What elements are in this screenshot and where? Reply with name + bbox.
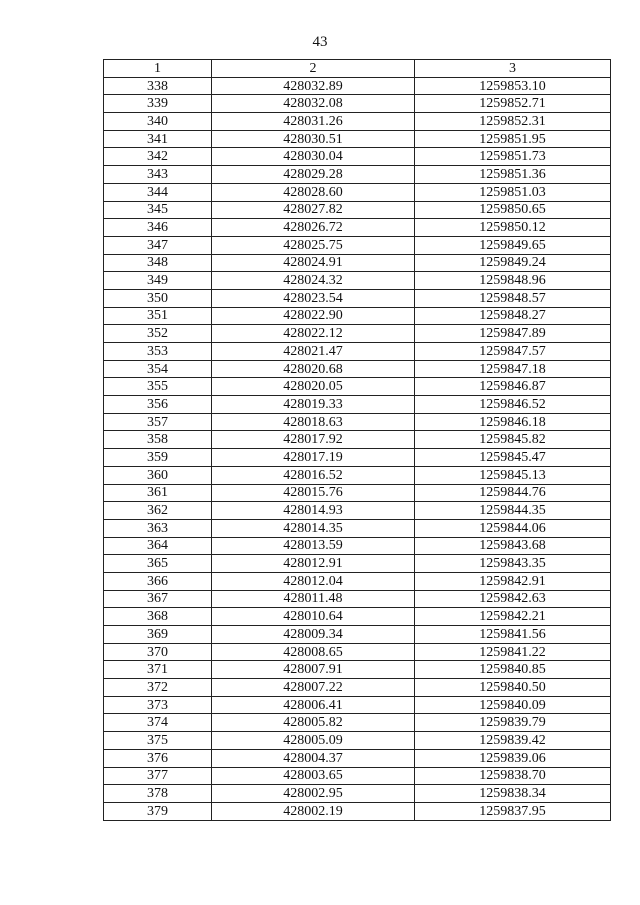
point-number-cell: 339 bbox=[104, 95, 212, 113]
y-coordinate-cell: 1259843.68 bbox=[415, 537, 611, 555]
x-coordinate-cell: 428022.12 bbox=[212, 325, 415, 343]
table-row bbox=[104, 272, 611, 290]
x-coordinate-cell: 428007.22 bbox=[212, 679, 415, 697]
x-coordinate-cell: 428017.19 bbox=[212, 449, 415, 467]
point-number-cell: 368 bbox=[104, 608, 212, 626]
y-coordinate-cell: 1259850.65 bbox=[415, 201, 611, 219]
x-coordinate-cell: 428023.54 bbox=[212, 289, 415, 307]
point-number-cell: 366 bbox=[104, 572, 212, 590]
point-number-cell: 350 bbox=[104, 289, 212, 307]
y-coordinate-cell: 1259839.79 bbox=[415, 714, 611, 732]
table-row bbox=[104, 484, 611, 502]
y-coordinate-cell: 1259840.50 bbox=[415, 679, 611, 697]
y-coordinate-cell: 1259847.89 bbox=[415, 325, 611, 343]
point-number-cell: 370 bbox=[104, 643, 212, 661]
point-number-cell: 344 bbox=[104, 183, 212, 201]
x-coordinate-cell: 428020.05 bbox=[212, 378, 415, 396]
point-number-cell: 354 bbox=[104, 360, 212, 378]
table-row bbox=[104, 325, 611, 343]
point-number-cell: 378 bbox=[104, 785, 212, 803]
table-row bbox=[104, 519, 611, 537]
y-coordinate-cell: 1259847.57 bbox=[415, 343, 611, 361]
y-coordinate-cell: 1259838.70 bbox=[415, 767, 611, 785]
x-coordinate-cell: 428029.28 bbox=[212, 166, 415, 184]
table-row bbox=[104, 378, 611, 396]
point-number-cell: 360 bbox=[104, 466, 212, 484]
table-row bbox=[104, 572, 611, 590]
y-coordinate-cell: 1259841.56 bbox=[415, 626, 611, 644]
x-coordinate-cell: 428010.64 bbox=[212, 608, 415, 626]
table-row bbox=[104, 254, 611, 272]
point-number-cell: 342 bbox=[104, 148, 212, 166]
point-number-cell: 377 bbox=[104, 767, 212, 785]
point-number-cell: 347 bbox=[104, 236, 212, 254]
table-row bbox=[104, 679, 611, 697]
point-number-cell: 371 bbox=[104, 661, 212, 679]
table-row bbox=[104, 289, 611, 307]
point-number-cell: 348 bbox=[104, 254, 212, 272]
y-coordinate-cell: 1259839.42 bbox=[415, 732, 611, 750]
point-number-cell: 362 bbox=[104, 502, 212, 520]
y-coordinate-cell: 1259848.27 bbox=[415, 307, 611, 325]
y-coordinate-cell: 1259838.34 bbox=[415, 785, 611, 803]
x-coordinate-cell: 428025.75 bbox=[212, 236, 415, 254]
x-coordinate-cell: 428007.91 bbox=[212, 661, 415, 679]
x-coordinate-cell: 428032.89 bbox=[212, 77, 415, 95]
x-coordinate-cell: 428018.63 bbox=[212, 413, 415, 431]
table-row bbox=[104, 696, 611, 714]
table-row bbox=[104, 183, 611, 201]
point-number-cell: 352 bbox=[104, 325, 212, 343]
y-coordinate-cell: 1259842.91 bbox=[415, 572, 611, 590]
x-coordinate-cell: 428004.37 bbox=[212, 749, 415, 767]
point-number-cell: 367 bbox=[104, 590, 212, 608]
x-coordinate-cell: 428026.72 bbox=[212, 219, 415, 237]
x-coordinate-cell: 428024.91 bbox=[212, 254, 415, 272]
y-coordinate-cell: 1259839.06 bbox=[415, 749, 611, 767]
table-row bbox=[104, 219, 611, 237]
x-coordinate-cell: 428005.09 bbox=[212, 732, 415, 750]
y-coordinate-cell: 1259851.95 bbox=[415, 130, 611, 148]
x-coordinate-cell: 428006.41 bbox=[212, 696, 415, 714]
page-number: 43 bbox=[312, 34, 328, 50]
table-row bbox=[104, 449, 611, 467]
point-number-cell: 364 bbox=[104, 537, 212, 555]
point-number-cell: 343 bbox=[104, 166, 212, 184]
point-number-cell: 359 bbox=[104, 449, 212, 467]
y-coordinate-cell: 1259842.21 bbox=[415, 608, 611, 626]
y-coordinate-cell: 1259851.73 bbox=[415, 148, 611, 166]
table-row bbox=[104, 130, 611, 148]
y-coordinate-cell: 1259844.35 bbox=[415, 502, 611, 520]
y-coordinate-cell: 1259844.06 bbox=[415, 519, 611, 537]
table-row bbox=[104, 307, 611, 325]
table-row bbox=[104, 608, 611, 626]
x-coordinate-cell: 428009.34 bbox=[212, 626, 415, 644]
point-number-cell: 361 bbox=[104, 484, 212, 502]
y-coordinate-cell: 1259848.57 bbox=[415, 289, 611, 307]
table-row bbox=[104, 413, 611, 431]
y-coordinate-cell: 1259852.71 bbox=[415, 95, 611, 113]
x-coordinate-cell: 428002.95 bbox=[212, 785, 415, 803]
point-number-cell: 365 bbox=[104, 555, 212, 573]
y-coordinate-cell: 1259851.36 bbox=[415, 166, 611, 184]
header-col-2: 2 bbox=[212, 60, 415, 78]
y-coordinate-cell: 1259846.52 bbox=[415, 396, 611, 414]
x-coordinate-cell: 428012.91 bbox=[212, 555, 415, 573]
table-row bbox=[104, 555, 611, 573]
y-coordinate-cell: 1259849.65 bbox=[415, 236, 611, 254]
table-body bbox=[104, 77, 611, 820]
x-coordinate-cell: 428030.51 bbox=[212, 130, 415, 148]
table-row bbox=[104, 431, 611, 449]
table-row bbox=[104, 148, 611, 166]
point-number-cell: 373 bbox=[104, 696, 212, 714]
x-coordinate-cell: 428022.90 bbox=[212, 307, 415, 325]
table-row bbox=[104, 77, 611, 95]
table-row bbox=[104, 785, 611, 803]
y-coordinate-cell: 1259848.96 bbox=[415, 272, 611, 290]
coordinates-table bbox=[103, 59, 611, 821]
x-coordinate-cell: 428021.47 bbox=[212, 343, 415, 361]
y-coordinate-cell: 1259844.76 bbox=[415, 484, 611, 502]
x-coordinate-cell: 428011.48 bbox=[212, 590, 415, 608]
y-coordinate-cell: 1259851.03 bbox=[415, 183, 611, 201]
y-coordinate-cell: 1259840.85 bbox=[415, 661, 611, 679]
y-coordinate-cell: 1259849.24 bbox=[415, 254, 611, 272]
y-coordinate-cell: 1259842.63 bbox=[415, 590, 611, 608]
point-number-cell: 372 bbox=[104, 679, 212, 697]
y-coordinate-cell: 1259853.10 bbox=[415, 77, 611, 95]
point-number-cell: 356 bbox=[104, 396, 212, 414]
x-coordinate-cell: 428017.92 bbox=[212, 431, 415, 449]
x-coordinate-cell: 428013.59 bbox=[212, 537, 415, 555]
table-row bbox=[104, 626, 611, 644]
point-number-cell: 341 bbox=[104, 130, 212, 148]
point-number-cell: 351 bbox=[104, 307, 212, 325]
point-number-cell: 338 bbox=[104, 77, 212, 95]
table-row bbox=[104, 661, 611, 679]
y-coordinate-cell: 1259847.18 bbox=[415, 360, 611, 378]
table-row bbox=[104, 466, 611, 484]
point-number-cell: 363 bbox=[104, 519, 212, 537]
x-coordinate-cell: 428028.60 bbox=[212, 183, 415, 201]
point-number-cell: 369 bbox=[104, 626, 212, 644]
table-row bbox=[104, 643, 611, 661]
y-coordinate-cell: 1259845.47 bbox=[415, 449, 611, 467]
table-row bbox=[104, 732, 611, 750]
y-coordinate-cell: 1259850.12 bbox=[415, 219, 611, 237]
y-coordinate-cell: 1259843.35 bbox=[415, 555, 611, 573]
x-coordinate-cell: 428032.08 bbox=[212, 95, 415, 113]
y-coordinate-cell: 1259837.95 bbox=[415, 802, 611, 820]
table-row bbox=[104, 502, 611, 520]
table-row bbox=[104, 201, 611, 219]
x-coordinate-cell: 428024.32 bbox=[212, 272, 415, 290]
point-number-cell: 357 bbox=[104, 413, 212, 431]
header-row bbox=[104, 60, 611, 78]
x-coordinate-cell: 428003.65 bbox=[212, 767, 415, 785]
x-coordinate-cell: 428014.35 bbox=[212, 519, 415, 537]
x-coordinate-cell: 428027.82 bbox=[212, 201, 415, 219]
y-coordinate-cell: 1259846.18 bbox=[415, 413, 611, 431]
x-coordinate-cell: 428031.26 bbox=[212, 113, 415, 131]
x-coordinate-cell: 428020.68 bbox=[212, 360, 415, 378]
table-header bbox=[104, 60, 611, 78]
point-number-cell: 375 bbox=[104, 732, 212, 750]
point-number-cell: 340 bbox=[104, 113, 212, 131]
x-coordinate-cell: 428002.19 bbox=[212, 802, 415, 820]
table-row bbox=[104, 767, 611, 785]
point-number-cell: 346 bbox=[104, 219, 212, 237]
table-row bbox=[104, 343, 611, 361]
point-number-cell: 353 bbox=[104, 343, 212, 361]
table-row bbox=[104, 749, 611, 767]
point-number-cell: 349 bbox=[104, 272, 212, 290]
y-coordinate-cell: 1259840.09 bbox=[415, 696, 611, 714]
table-row bbox=[104, 113, 611, 131]
point-number-cell: 358 bbox=[104, 431, 212, 449]
point-number-cell: 376 bbox=[104, 749, 212, 767]
header-col-1: 1 bbox=[104, 60, 212, 78]
y-coordinate-cell: 1259841.22 bbox=[415, 643, 611, 661]
x-coordinate-cell: 428012.04 bbox=[212, 572, 415, 590]
y-coordinate-cell: 1259846.87 bbox=[415, 378, 611, 396]
table-row bbox=[104, 95, 611, 113]
y-coordinate-cell: 1259852.31 bbox=[415, 113, 611, 131]
x-coordinate-cell: 428005.82 bbox=[212, 714, 415, 732]
x-coordinate-cell: 428019.33 bbox=[212, 396, 415, 414]
x-coordinate-cell: 428016.52 bbox=[212, 466, 415, 484]
x-coordinate-cell: 428008.65 bbox=[212, 643, 415, 661]
y-coordinate-cell: 1259845.82 bbox=[415, 431, 611, 449]
x-coordinate-cell: 428015.76 bbox=[212, 484, 415, 502]
header-col-3: 3 bbox=[415, 60, 611, 78]
point-number-cell: 345 bbox=[104, 201, 212, 219]
table-row bbox=[104, 396, 611, 414]
table-row bbox=[104, 360, 611, 378]
point-number-cell: 355 bbox=[104, 378, 212, 396]
table-row bbox=[104, 537, 611, 555]
y-coordinate-cell: 1259845.13 bbox=[415, 466, 611, 484]
x-coordinate-cell: 428014.93 bbox=[212, 502, 415, 520]
table-row bbox=[104, 714, 611, 732]
point-number-cell: 374 bbox=[104, 714, 212, 732]
x-coordinate-cell: 428030.04 bbox=[212, 148, 415, 166]
table-row bbox=[104, 166, 611, 184]
table-row bbox=[104, 802, 611, 820]
point-number-cell: 379 bbox=[104, 802, 212, 820]
table-row bbox=[104, 236, 611, 254]
table-row bbox=[104, 590, 611, 608]
